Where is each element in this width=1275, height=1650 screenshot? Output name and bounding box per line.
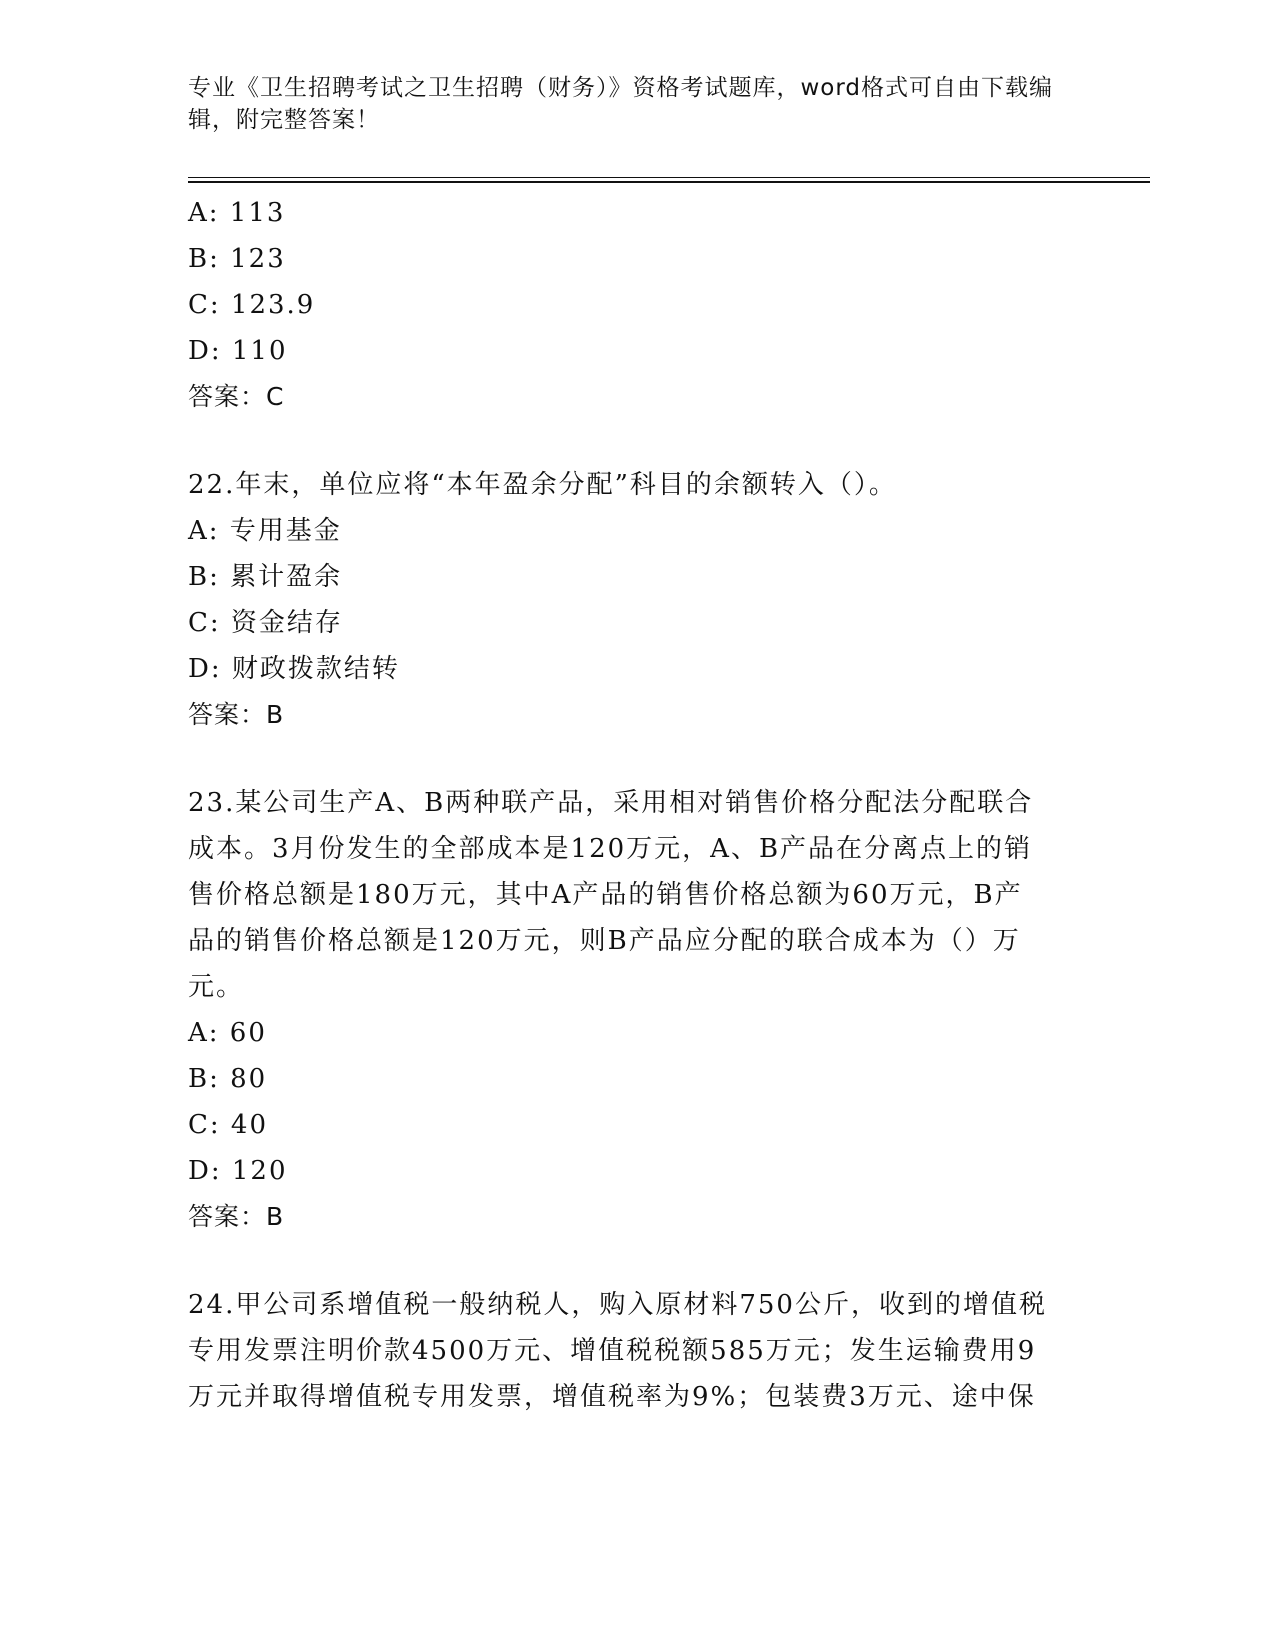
option-c: C: 40 bbox=[188, 1110, 269, 1140]
option-b: B: 累计盈余 bbox=[188, 562, 343, 592]
answer: 答案：B bbox=[188, 1202, 285, 1231]
spacer bbox=[188, 420, 1088, 462]
option-a: A: 专用基金 bbox=[188, 516, 342, 546]
option-d: D: 110 bbox=[188, 336, 288, 366]
header-divider-thick bbox=[188, 181, 1150, 183]
spacer bbox=[188, 738, 1088, 780]
option-b: B: 123 bbox=[188, 244, 286, 274]
answer: 答案：C bbox=[188, 382, 285, 411]
option-c: C: 123.9 bbox=[188, 290, 316, 320]
option-c: C: 资金结存 bbox=[188, 608, 343, 638]
question-23 bbox=[188, 780, 1088, 1240]
question-24 bbox=[188, 1282, 1088, 1420]
question-22 bbox=[188, 462, 1088, 738]
answer: 答案：B bbox=[188, 700, 285, 729]
question-stem-line: 万元并取得增值税专用发票，增值税率为9%；包装费3万元、途中保 bbox=[188, 1382, 1036, 1412]
option-a: A: 60 bbox=[188, 1018, 267, 1048]
option-d: D: 120 bbox=[188, 1156, 288, 1186]
question-21-tail bbox=[188, 190, 1088, 420]
question-stem-line: 售价格总额是180万元，其中A产品的销售价格总额为60万元，B产 bbox=[188, 880, 1023, 910]
spacer bbox=[188, 1240, 1088, 1282]
question-stem-line: 品的销售价格总额是120万元，则B产品应分配的联合成本为（）万 bbox=[188, 926, 1021, 956]
option-b: B: 80 bbox=[188, 1064, 268, 1094]
question-stem-line: 成本。3月份发生的全部成本是120万元，A、B产品在分离点上的销 bbox=[188, 834, 1033, 864]
question-stem-line: 24.甲公司系增值税一般纳税人，购入原材料750公斤，收到的增值税 bbox=[188, 1290, 1047, 1320]
question-stem-line: 23.某公司生产A、B两种联产品，采用相对销售价格分配法分配联合 bbox=[188, 788, 1034, 818]
header-divider-thin bbox=[188, 177, 1150, 178]
question-stem-line: 专用发票注明价款4500万元、增值税税额585万元；发生运输费用9 bbox=[188, 1336, 1037, 1366]
option-a: A: 113 bbox=[188, 198, 286, 228]
question-stem: 22.年末，单位应将“本年盈余分配”科目的余额转入（）。 bbox=[188, 470, 897, 500]
document-header: 专业《卫生招聘考试之卫生招聘（财务）》资格考试题库，word格式可自由下载编辑，附完整答案！ bbox=[188, 75, 1054, 133]
question-stem-line: 元。 bbox=[188, 972, 245, 1002]
question-content bbox=[188, 190, 1088, 1420]
option-d: D: 财政拨款结转 bbox=[188, 654, 400, 684]
